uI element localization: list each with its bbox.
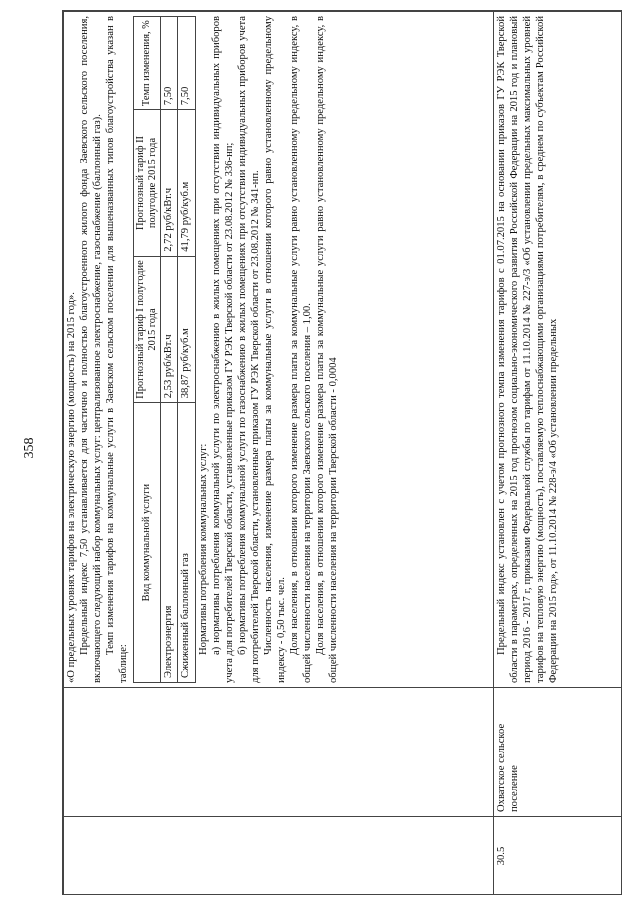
paragraph: Предельный индекс 7,50 устанавливается для частично и полностью благоустроенного жилого фонда Заевского сельского поселения, включающего следующий набор коммунальных услуг: централизованное электроснабжение, газоснабжение (баллонный газ). — [78, 16, 103, 683]
document-frame — [62, 10, 622, 895]
tariff-header: Темп изменения, % — [133, 17, 160, 110]
paragraph: Численность населения, изменение размера платы за коммунальные услуги в отношении которого равно установленному предельному индексу - 0,50 тыс. чел. — [262, 16, 287, 683]
paragraph: б) нормативы потребления коммунальной услуги по газоснабжению в жилых помещениях при отсутствии индивидуальных приборов учета для потребителей Тверской области, установленные приказом ГУ РЭК Тверской области от 23.08.2012 № 341-нп. — [237, 16, 262, 683]
row-next-text-cell — [494, 12, 623, 688]
tariff-header: Прогнозный тариф II полугодие 2015 года — [133, 110, 160, 257]
tariff-cell: Сжиженный баллонный газ — [178, 403, 196, 683]
tariff-row — [178, 17, 196, 683]
table-row-prev — [64, 12, 494, 896]
row-prev-text-cell — [64, 12, 494, 688]
tariff-cell: 2,53 руб/кВт.ч — [160, 256, 178, 403]
tariff-header: Вид коммунальной услуги — [133, 403, 160, 683]
tariff-header: Прогнозный тариф I полугодие 2015 года — [133, 256, 160, 403]
tariff-cell: 7,50 — [178, 17, 196, 110]
paragraph: Доля населения, в отношении которого изменение размера платы за коммунальные услуги равно установленному предельному индексу, в общей численности населения на территории Заевского сельского поселения – 1,00. — [288, 16, 313, 683]
tariff-cell: 2,72 руб/кВт.ч — [160, 110, 178, 257]
rotated-content — [63, 11, 622, 895]
tariff-cell: 41,79 руб/куб.м — [178, 110, 196, 257]
row-prev-name-cell — [64, 688, 494, 817]
paragraph: Темп изменения тарифов на коммунальные услуги в Заевском сельском поселении для вышеназванных типов благоустройства указан в таблице: — [104, 16, 129, 683]
tariff-table — [133, 16, 197, 683]
page-number: 358 — [22, 437, 37, 459]
paragraph: Доля населения, в отношении которого изменение размера платы за коммунальные услуги равно установленному предельному индексу, в общей численности населения на территории Тверской области - 0,0004 — [314, 16, 339, 683]
tariff-cell: 38,87 руб/куб.м — [178, 256, 196, 403]
paragraph: Предельный индекс установлен с учетом прогнозного темпа изменения тарифов с 01.07.2015 на основании приказов ГУ РЭК Тверской области в параметрах, определенных на 2015 год прогнозом социально-экономического развития Российской Федерации на 2015 год и плановый период 2016 - 2017 г, приказами Федеральной службы по тарифам от 11.10.2014 № 227-э/3 «Об установлении предельных максимальных уровней тарифов на тепловую энергию (мощность), поставляемую теплоснабжающими организациями потребителям, в среднем по субъектам Российской Федерации на 2015 год», от 11.10.2014 № 228-э/4 «Об установлении предельных — [496, 16, 559, 683]
paragraph: а) нормативы потребления коммунальной услуги по электроснабжению в жилых помещениях при отсутствии индивидуальных приборов учета для потребителей Тверской области, установленные приказом ГУ РЭК Тверской области от 23.08.2012 № 336-нп; — [211, 16, 236, 683]
table-row-next — [494, 12, 623, 896]
tariff-cell: 7,50 — [160, 17, 178, 110]
tariff-cell: Электроэнергия — [160, 403, 178, 683]
row-number: 30.5 — [494, 817, 623, 896]
tariff-row — [160, 17, 178, 683]
paragraph: Нормативы потребления коммунальных услуг: — [198, 443, 210, 655]
tariff-header-row — [133, 17, 160, 683]
settlement-name: Охватское сельское поселение — [494, 688, 623, 817]
row-prev-number-cell — [64, 817, 494, 896]
main-table — [63, 11, 622, 895]
paragraph: «О предельных уровнях тарифов на электрическую энергию (мощность) на 2015 год». — [66, 292, 77, 683]
